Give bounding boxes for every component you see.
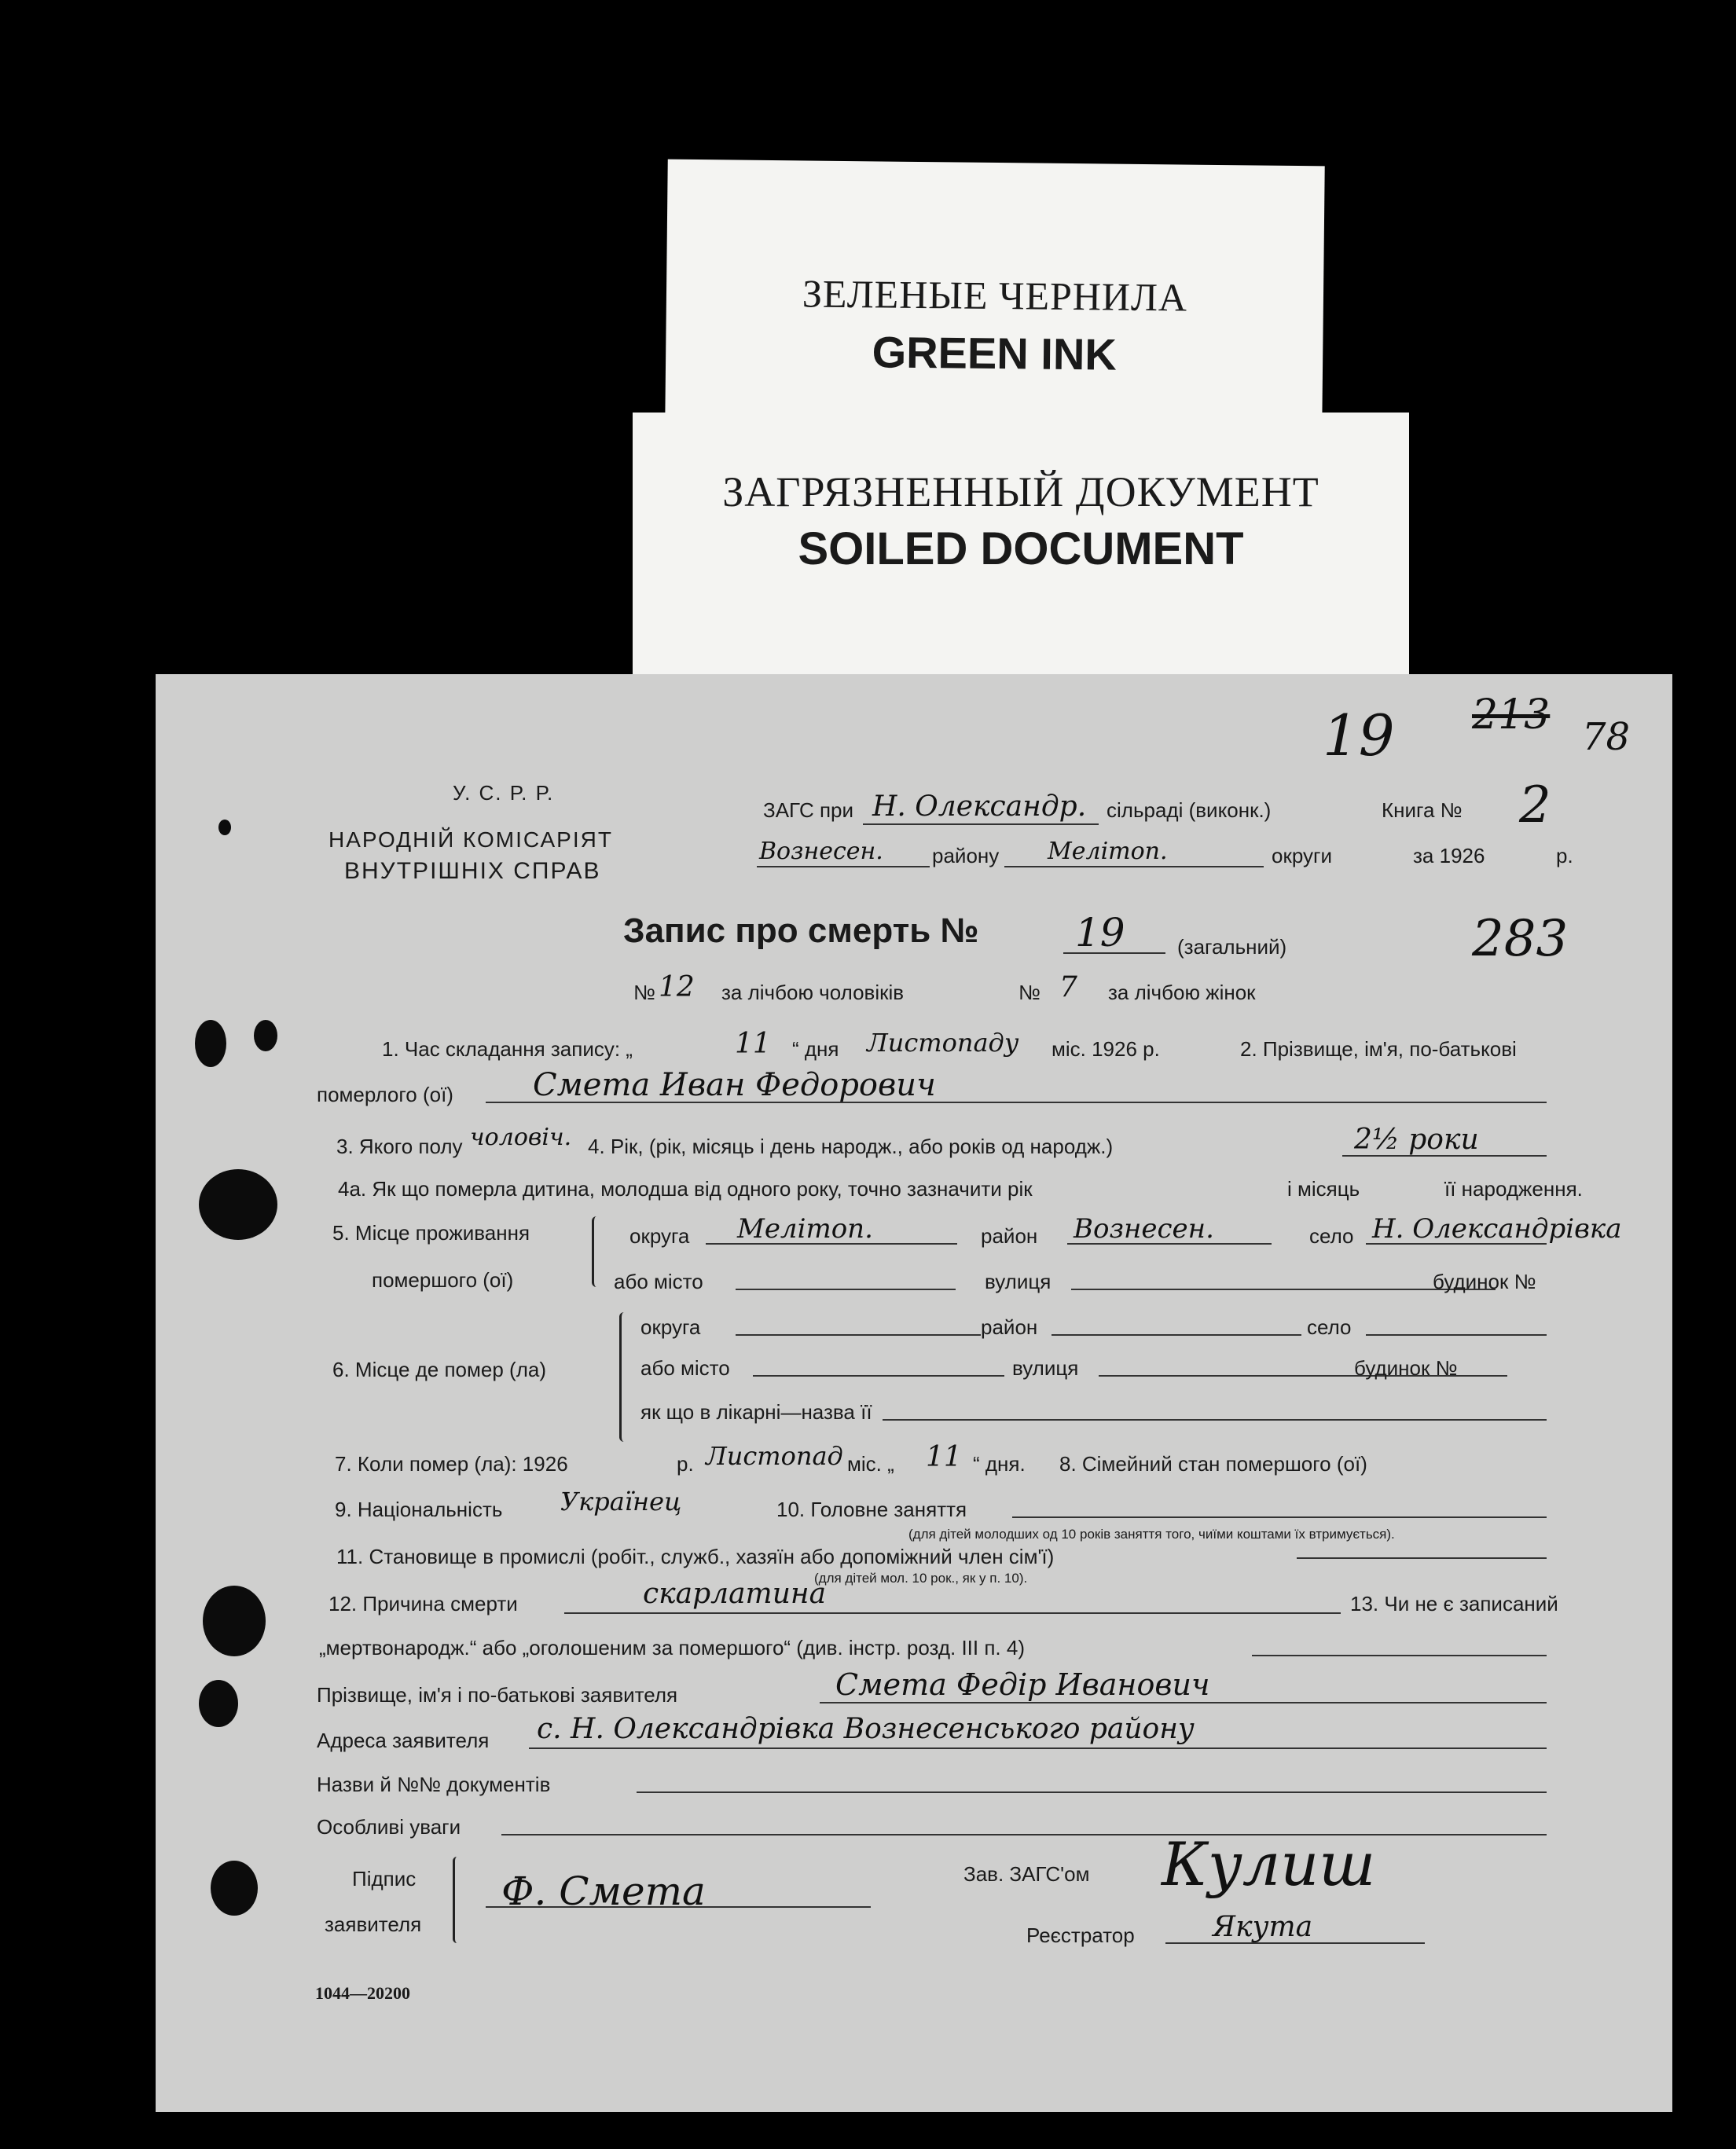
field-5-budynok: будинок № xyxy=(1433,1270,1536,1293)
binder-hole xyxy=(199,1169,277,1240)
hw-applicant-name: Смета Федір Иванович xyxy=(835,1667,1210,1702)
field-5-label1: 5. Місце проживання xyxy=(332,1221,530,1245)
field-4-label: 4. Рік, (рік, місяць і день народж., або років од народж.) xyxy=(588,1135,1114,1158)
field-4a-tail: її народження. xyxy=(1444,1177,1583,1201)
special-notes-label: Особливі уваги xyxy=(317,1815,461,1839)
female-count-prefix: № xyxy=(1018,981,1040,1004)
field-1-label: 1. Час складання запису: „ xyxy=(382,1037,633,1061)
hw-residence-raion: Вознесен. xyxy=(1074,1213,1214,1245)
title-general: (загальний) xyxy=(1177,935,1287,959)
hw-age: 2½ роки xyxy=(1354,1124,1479,1156)
male-count-label: за лічбою чоловіків xyxy=(721,981,905,1004)
field-5-misto: або місто xyxy=(614,1270,703,1293)
green-ink-en: GREEN INK xyxy=(872,327,1118,380)
zags-head-label: Зав. ЗАГС'ом xyxy=(963,1862,1090,1886)
male-count-prefix: № xyxy=(633,981,655,1004)
hw-death-month: Листопад xyxy=(706,1441,843,1471)
hw-corner-78: 78 xyxy=(1582,715,1631,759)
field-2-label: 2. Прізвище, ім'я, по-батькові xyxy=(1240,1037,1517,1061)
field-5-vulytsia: вулиця xyxy=(985,1270,1052,1293)
hw-cause-of-death: скарлатина xyxy=(643,1578,827,1610)
binder-hole xyxy=(254,1020,277,1051)
header-ussr: У. С. Р. Р. xyxy=(453,781,555,805)
field-6-misto: або місто xyxy=(640,1356,730,1380)
hw-sex: чоловіч. xyxy=(470,1124,572,1151)
hw-death-day: 11 xyxy=(926,1441,962,1473)
hw-village-council: Н. Олександр. xyxy=(872,790,1087,823)
field-8-label: 8. Сімейний стан помершого (ої) xyxy=(1059,1452,1367,1476)
binder-hole xyxy=(218,820,231,835)
death-record-form xyxy=(156,674,1672,2112)
field-1-tail: міс. 1926 р. xyxy=(1052,1037,1160,1061)
binder-hole xyxy=(203,1586,266,1656)
documents-label: Назви й №№ документів xyxy=(317,1773,551,1796)
hw-male-count: 12 xyxy=(659,971,695,1003)
binder-hole xyxy=(211,1861,258,1916)
field-10-note: (для дітей молодших од 10 років заняття того, чиїми коштами їх втримується). xyxy=(908,1527,1395,1542)
header-internal-affairs: ВНУТРІШНІХ СПРАВ xyxy=(344,858,601,884)
field-9-label: 9. Національність xyxy=(335,1498,503,1521)
green-ink-label-slip xyxy=(665,160,1324,430)
field-3-label: 3. Якого полу xyxy=(336,1135,463,1158)
zags-prefix: ЗАГС при xyxy=(763,798,854,822)
field-10-label: 10. Головне заняття xyxy=(776,1498,967,1521)
field-6-vulytsia: вулиця xyxy=(1012,1356,1079,1380)
field-6-budynok: будинок № xyxy=(1354,1356,1458,1380)
applicant-label: Прізвище, ім'я і по-батькові заявителя xyxy=(317,1683,678,1707)
field-13-label: 13. Чи не є записаний xyxy=(1350,1592,1558,1615)
binder-hole xyxy=(195,1020,226,1067)
hw-deceased-name: Смета Иван Федорович xyxy=(533,1067,936,1103)
hw-okruha: Мелітоп. xyxy=(1048,838,1168,865)
hw-corner-283: 283 xyxy=(1472,910,1569,968)
field-13-continuation: „мертвонародж.“ або „оголошеним за помершого“ (див. інстр. розд. III п. 4) xyxy=(319,1636,1025,1659)
soiled-document-label-slip xyxy=(633,413,1409,684)
hw-residence-selo: Н. Олександрівка xyxy=(1372,1213,1622,1245)
print-number: 1044—20200 xyxy=(315,1983,410,2003)
field-7-r: р. xyxy=(677,1452,694,1476)
district-label: району xyxy=(932,844,1000,867)
field-4a-label: 4а. Як що померла дитина, молодша від одного року, точно зазначити рік xyxy=(338,1177,1033,1201)
field-11-note: (для дітей мол. 10 рок., як у п. 10). xyxy=(814,1571,1028,1586)
hw-residence-okruha: Мелітоп. xyxy=(737,1213,873,1245)
hw-female-count: 7 xyxy=(1059,971,1077,1003)
field-12-label: 12. Причина смерти xyxy=(328,1592,518,1615)
field-6-selo: село xyxy=(1307,1315,1352,1339)
field-6-label: 6. Місце де помер (ла) xyxy=(332,1358,546,1381)
registrar-label: Реєстратор xyxy=(1026,1923,1135,1947)
hw-record-number: 19 xyxy=(1075,910,1125,955)
hw-record-day: 11 xyxy=(735,1028,771,1060)
village-council-suffix: сільраді (виконк.) xyxy=(1107,798,1272,822)
field-6-okruha: округа xyxy=(640,1315,701,1339)
soiled-document-ru: ЗАГРЯЗНЕННЫЙ ДОКУМЕНТ xyxy=(722,468,1319,515)
binder-hole xyxy=(199,1680,238,1727)
hw-applicant-address: с. Н. Олександрівка Вознесенського району xyxy=(537,1713,1195,1745)
okruha-label: округи xyxy=(1272,844,1333,867)
green-ink-ru: ЗЕЛЕНЫЕ ЧЕРНИЛА xyxy=(802,271,1188,320)
field-6-likarnia: як що в лікарні—назва її xyxy=(640,1400,872,1424)
year-suffix: р. xyxy=(1556,844,1573,867)
book-label: Книга № xyxy=(1382,798,1463,822)
hw-zags-head-signature: Кулиш xyxy=(1162,1829,1376,1899)
hw-registrar-signature: Якута xyxy=(1213,1911,1313,1943)
field-7-mis: міс. „ xyxy=(847,1452,894,1476)
field-1-mid: “ дня xyxy=(792,1037,839,1061)
hw-crossed-number: 213 xyxy=(1472,691,1551,739)
field-7-dnia: “ дня. xyxy=(973,1452,1026,1476)
field-2-deceased-label: померлого (ої) xyxy=(317,1083,453,1106)
field-5-raion: район xyxy=(981,1224,1038,1248)
form-title: Запис про смерть № xyxy=(623,911,979,950)
address-label: Адреса заявителя xyxy=(317,1729,490,1752)
hw-nationality: Українец xyxy=(560,1487,682,1516)
field-5-selo: село xyxy=(1309,1224,1354,1248)
hw-district: Вознесен. xyxy=(759,838,883,865)
soiled-document-en: SOILED DOCUMENT xyxy=(798,523,1244,574)
hw-record-number-corner: 19 xyxy=(1323,702,1395,768)
field-5-okruha: округа xyxy=(629,1224,690,1248)
signature-label-1: Підпис xyxy=(352,1867,417,1890)
field-5-label2: помершого (ої) xyxy=(372,1268,514,1292)
signature-label-2: заявителя xyxy=(325,1912,422,1936)
year-label: за 1926 xyxy=(1413,844,1485,867)
female-count-label: за лічбою жінок xyxy=(1108,981,1256,1004)
field-4a-mid: і місяць xyxy=(1287,1177,1360,1201)
field-7-label: 7. Коли помер (ла): 1926 xyxy=(335,1452,568,1476)
field-6-raion: район xyxy=(981,1315,1038,1339)
hw-book-number: 2 xyxy=(1519,776,1551,834)
field-11-label: 11. Становище в промислі (робіт., служб., хазяїн або допоміжний член сім'ї) xyxy=(336,1545,1055,1568)
hw-applicant-signature: Ф. Смета xyxy=(501,1868,706,1914)
hw-record-month: Листопаду xyxy=(867,1028,1019,1058)
header-commissariat: НАРОДНІЙ КОМІСАРІЯТ xyxy=(328,827,613,852)
